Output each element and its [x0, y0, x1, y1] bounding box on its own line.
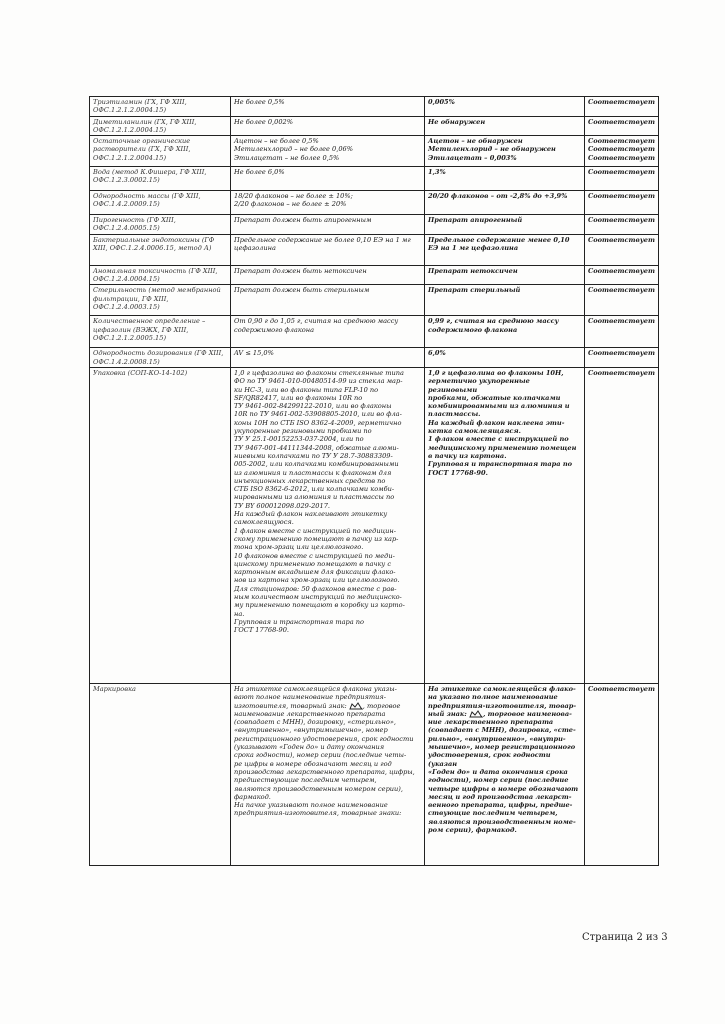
conf-line: Соответствует	[588, 145, 655, 154]
conformity-cell: Соответствует	[585, 285, 659, 316]
norm-cell	[231, 367, 425, 683]
specification-table	[89, 96, 659, 866]
result-line: четыре цифры в номере обозначают	[428, 784, 579, 793]
result-line: ром серии), фармакод.	[428, 826, 517, 835]
norm-line: 2/20 флаконов – не более ± 20%	[234, 200, 347, 209]
conformity-cell: Соответствует	[585, 215, 659, 235]
parameter-cell: Однородность массы (ГФ XIII, ОФС.1.4.2.0009.15)	[90, 191, 231, 215]
result-line: ствующие последним четырем,	[428, 809, 558, 818]
trademark-logo	[469, 710, 483, 718]
table-row	[90, 116, 659, 136]
result-line: предприятия-изготовителя, товар-	[428, 701, 577, 710]
table-row	[90, 136, 659, 167]
norm-cell: Препарат должен быть стерильным	[231, 285, 425, 316]
conformity-cell: Соответствует	[585, 191, 659, 215]
norm-line: ниевыми колпачками по ТУ У 28.7-30883309-	[234, 451, 393, 460]
parameter-cell: Диметиланилин (ГХ, ГФ XIII, ОФС.1.2.1.2.0004.15)	[90, 116, 231, 136]
parameter-cell: Стерильность (метод мембранной фильтрации, ГФ XIII, ОФС.1.2.4.0003.15)	[90, 285, 231, 316]
result-cell: 1,3%	[425, 167, 585, 191]
norm-line: Для стационаров: 50 флаконов вместе с рав-	[234, 584, 397, 593]
norm-line: (совпадает с МНН), дозировку, «стерильно»,	[234, 718, 396, 727]
norm-line: изготовителя, товарный знак: , торговое	[234, 701, 401, 710]
norm-line: Ацетон – не более 0,5%	[234, 137, 319, 146]
result-cell: Не обнаружен	[425, 116, 585, 136]
norm-cell: Не более 6,0%	[231, 167, 425, 191]
result-line: Групповая и транспортная тара по	[428, 460, 573, 469]
norm-line: коны 10Н по СТБ ISO 8362-4-2009, герметично	[234, 418, 402, 427]
parameter-cell: Однородность дозирования (ГФ XIII, ОФС.1.4.2.0008.15)	[90, 348, 231, 368]
norm-line: ре цифры в номере обозначают месяц и год	[234, 759, 392, 768]
norm-line: му применению помещают в коробку из карто-	[234, 601, 405, 610]
norm-line: 18/20 флаконов – не более ± 10%;	[234, 192, 353, 201]
result-line: медицинскому применению помещен	[428, 443, 577, 452]
result-line: месяц и год производства лекарст-	[428, 792, 572, 801]
norm-line: ТУ У 25.1-00152253-037-2004, или по	[234, 435, 364, 444]
norm-cell: От 0,90 г до 1,05 г, считая на среднюю массу содержимого флакона	[231, 316, 425, 348]
norm-cell	[231, 191, 425, 215]
norm-cell: Не более 0,5%	[231, 97, 425, 117]
norm-line: ки НС-3, или во флаконы типа FLP-10 по	[234, 385, 379, 394]
norm-line: ТУ BY 600012098.029-2017.	[234, 501, 330, 510]
table-row	[90, 285, 659, 316]
scan-artifact	[300, 2, 410, 6]
norm-line: «внутривенно», «внутримышечно», номер	[234, 726, 388, 735]
norm-line: На каждый флакон наклеивают этикетку	[234, 510, 388, 519]
parameter-cell: Аномальная токсичность (ГФ XIII, ОФС.1.2.4.0004.15)	[90, 265, 231, 285]
result-line: в пачку из картона.	[428, 451, 507, 460]
norm-line: цинскому применению помещают в пачку с	[234, 559, 392, 568]
norm-line: на.	[234, 609, 245, 618]
norm-line: срока годности), номер серии (последние четы-	[234, 751, 407, 760]
table-row	[90, 215, 659, 235]
parameter-cell: Количественное определение – цефазолин (ВЭЖХ, ГФ XIII, ОФС.1.2.1.2.0005.15)	[90, 316, 231, 348]
norm-line: 1 флакон вместе с инструкцией по медицин-	[234, 526, 397, 535]
result-line: удостоверения, срок годности (указан	[428, 751, 551, 768]
result-line: На этикетке самоклеящейся флако-	[428, 684, 576, 693]
norm-line: инъекционных лекарственных средств по	[234, 476, 386, 485]
parameter-cell: Бактериальные эндотоксины (ГФ XIII, ОФС.1.2.4.0006.15, метод А)	[90, 234, 231, 265]
page-number: Страница 2 из 3	[582, 932, 668, 943]
norm-line: скому применению помещают в пачку из кар-	[234, 534, 399, 543]
norm-line: предшествующие последним четырем,	[234, 776, 377, 785]
norm-cell: Препарат должен быть нетоксичен	[231, 265, 425, 285]
result-line: мышечно», номер регистрационного	[428, 743, 576, 752]
norm-line: ТУ 9467-001-44111344-2008, обжатые алюми-	[234, 443, 399, 452]
norm-cell: AV ≤ 15,0%	[231, 348, 425, 368]
result-cell	[425, 683, 585, 865]
result-line: являются производственным номе-	[428, 817, 576, 826]
table-row	[90, 348, 659, 368]
norm-line: фармакод.	[234, 792, 271, 801]
result-cell: Препарат нетоксичен	[425, 265, 585, 285]
result-line: ный знак: , торговое наименова-	[428, 709, 572, 718]
norm-cell: Препарат должен быть апирогенным	[231, 215, 425, 235]
trademark-logo	[349, 702, 363, 710]
result-cell: 6,0%	[425, 348, 585, 368]
conformity-cell: Соответствует	[585, 234, 659, 265]
conf-line: Соответствует	[588, 137, 655, 146]
norm-line: SF/QR82417, или во флаконы 10R по	[234, 393, 363, 402]
result-line: комбинированными из алюминия и	[428, 402, 570, 411]
norm-line: производства лекарственного препарата, цифры,	[234, 767, 415, 776]
norm-line: регистрационного удостоверения, срок годности	[234, 734, 414, 743]
norm-line: нов из картона хром-эрзац или целлюлозного.	[234, 576, 400, 585]
conformity-cell: Соответствует	[585, 683, 659, 865]
norm-line: нированными из алюминия и пластмассы по	[234, 493, 395, 502]
conformity-cell	[585, 136, 659, 167]
norm-cell: Предельное содержание не более 0,10 ЕЭ на 1 мг цефазолина	[231, 234, 425, 265]
norm-line: Групповая и транспортная тара по	[234, 617, 364, 626]
conf-line: Соответствует	[588, 153, 655, 162]
norm-line: 1,0 г цефазолина во флаконы стеклянные типа	[234, 368, 404, 377]
norm-line: 10 флаконов вместе с инструкцией по меди-	[234, 551, 395, 560]
result-line: пластмассы.	[428, 410, 481, 419]
conformity-cell: Соответствует	[585, 316, 659, 348]
norm-cell: Не более 0,002%	[231, 116, 425, 136]
table-row	[90, 167, 659, 191]
result-line: герметично укупоренные резиновыми	[428, 377, 530, 394]
table-row	[90, 265, 659, 285]
norm-line: Метиленхлорид – не более 0,06%	[234, 145, 353, 154]
result-line: венного препарата, цифры, предше-	[428, 801, 573, 810]
result-line: Метиленхлорид – не обнаружен	[428, 145, 556, 154]
result-line: кетка самоклеящаяся.	[428, 427, 521, 436]
table-row	[90, 234, 659, 265]
parameter-cell: Упаковка (СОП-КО-14-102)	[90, 367, 231, 683]
parameter-cell: Вода (метод К.Фишера, ГФ XIII, ОФС.1.2.3.0002.15)	[90, 167, 231, 191]
parameter-cell: Триэтиламин (ГХ, ГФ XIII, ОФС.1.2.1.2.0004.15)	[90, 97, 231, 117]
parameter-cell: Маркировка	[90, 683, 231, 865]
norm-line: 10R по ТУ 9461-002-53908805-2010, или во фла-	[234, 410, 402, 419]
norm-line: ГОСТ 17768-90.	[234, 626, 290, 635]
norm-line: наименование лекарственного препарата	[234, 709, 386, 718]
norm-line: из алюминия и пластмассы к флаконам для	[234, 468, 392, 477]
result-line: Ацетон – не обнаружен	[428, 137, 523, 146]
table-row	[90, 191, 659, 215]
result-cell: Препарат апирогенный	[425, 215, 585, 235]
norm-line: На этикетке самоклеящейся флакона указы-	[234, 684, 397, 693]
norm-line: СТБ ISO 8362-6-2012, или колпачками комби-	[234, 485, 395, 494]
conformity-cell: Соответствует	[585, 167, 659, 191]
result-line: Этилацетат – 0,003%	[428, 153, 517, 162]
conformity-cell: Соответствует	[585, 367, 659, 683]
norm-line: самоклеящуюся.	[234, 518, 294, 527]
result-line: 1,0 г цефазолина во флаконы 10Н,	[428, 368, 564, 377]
result-line: рильно», «внутривенно», «внутри-	[428, 734, 566, 743]
norm-line: предприятия-изготовителя, товарные знаки:	[234, 809, 402, 818]
table-row	[90, 97, 659, 117]
result-line: на указано полное наименование	[428, 693, 558, 702]
result-line: (совпадает с МНН), дозировка, «сте-	[428, 726, 576, 735]
result-line: «Годен до» и дата окончания срока	[428, 767, 568, 776]
result-line: На каждый флакон наклеена эти-	[428, 418, 565, 427]
norm-line: На пачке указывают полное наименование	[234, 801, 388, 810]
result-cell	[425, 136, 585, 167]
result-cell: Препарат стерильный	[425, 285, 585, 316]
conformity-cell: Соответствует	[585, 348, 659, 368]
result-cell: 20/20 флаконов – от -2,8% до +3,9%	[425, 191, 585, 215]
result-line: 1 флакон вместе с инструкцией по	[428, 435, 569, 444]
result-cell: 0,005%	[425, 97, 585, 117]
norm-line: укупоренные резиновыми пробками по	[234, 427, 372, 436]
norm-cell	[231, 683, 425, 865]
result-line: ГОСТ 17768-90.	[428, 468, 488, 477]
result-line: годности), номер серии (последние	[428, 776, 569, 785]
result-line: пробками, обжатые колпачками	[428, 393, 561, 402]
result-line: ние лекарственного препарата	[428, 718, 554, 727]
table-row	[90, 683, 659, 865]
conformity-cell: Соответствует	[585, 265, 659, 285]
norm-line: вают полное наименование предприятия-	[234, 693, 386, 702]
norm-line: Этилацетат – не более 0,5%	[234, 153, 340, 162]
conformity-cell: Соответствует	[585, 116, 659, 136]
result-cell	[425, 367, 585, 683]
norm-line: 005-2002, или колпачками комбинированными	[234, 460, 399, 469]
norm-line: ФО по ТУ 9461-010-00480514-99 из стекла мар-	[234, 377, 403, 386]
conformity-cell: Соответствует	[585, 97, 659, 117]
parameter-cell: Остаточные органические растворители (ГХ, ГФ XIII, ОФС.1.2.1.2.0004.15)	[90, 136, 231, 167]
norm-line: картонным вкладышем для фиксации флако-	[234, 568, 396, 577]
result-cell: Предельное содержание менее 0,10 ЕЭ на 1 мг цефазолина	[425, 234, 585, 265]
norm-line: ТУ 9461-002-84299122-2010, или во флаконы	[234, 402, 392, 411]
result-cell: 0,99 г, считая на среднюю массу содержимого флакона	[425, 316, 585, 348]
parameter-cell: Пирогенность (ГФ XIII, ОФС.1.2.4.0005.15)	[90, 215, 231, 235]
norm-line: являются производственным номером серии),	[234, 784, 403, 793]
table-row	[90, 367, 659, 683]
norm-line: (указывают «Годен до» и дату окончания	[234, 743, 385, 752]
norm-cell	[231, 136, 425, 167]
norm-line: тона хром-эрзац или целлюлозного.	[234, 543, 364, 552]
table-row	[90, 316, 659, 348]
norm-line: ным количеством инструкций по медицинско-	[234, 592, 402, 601]
